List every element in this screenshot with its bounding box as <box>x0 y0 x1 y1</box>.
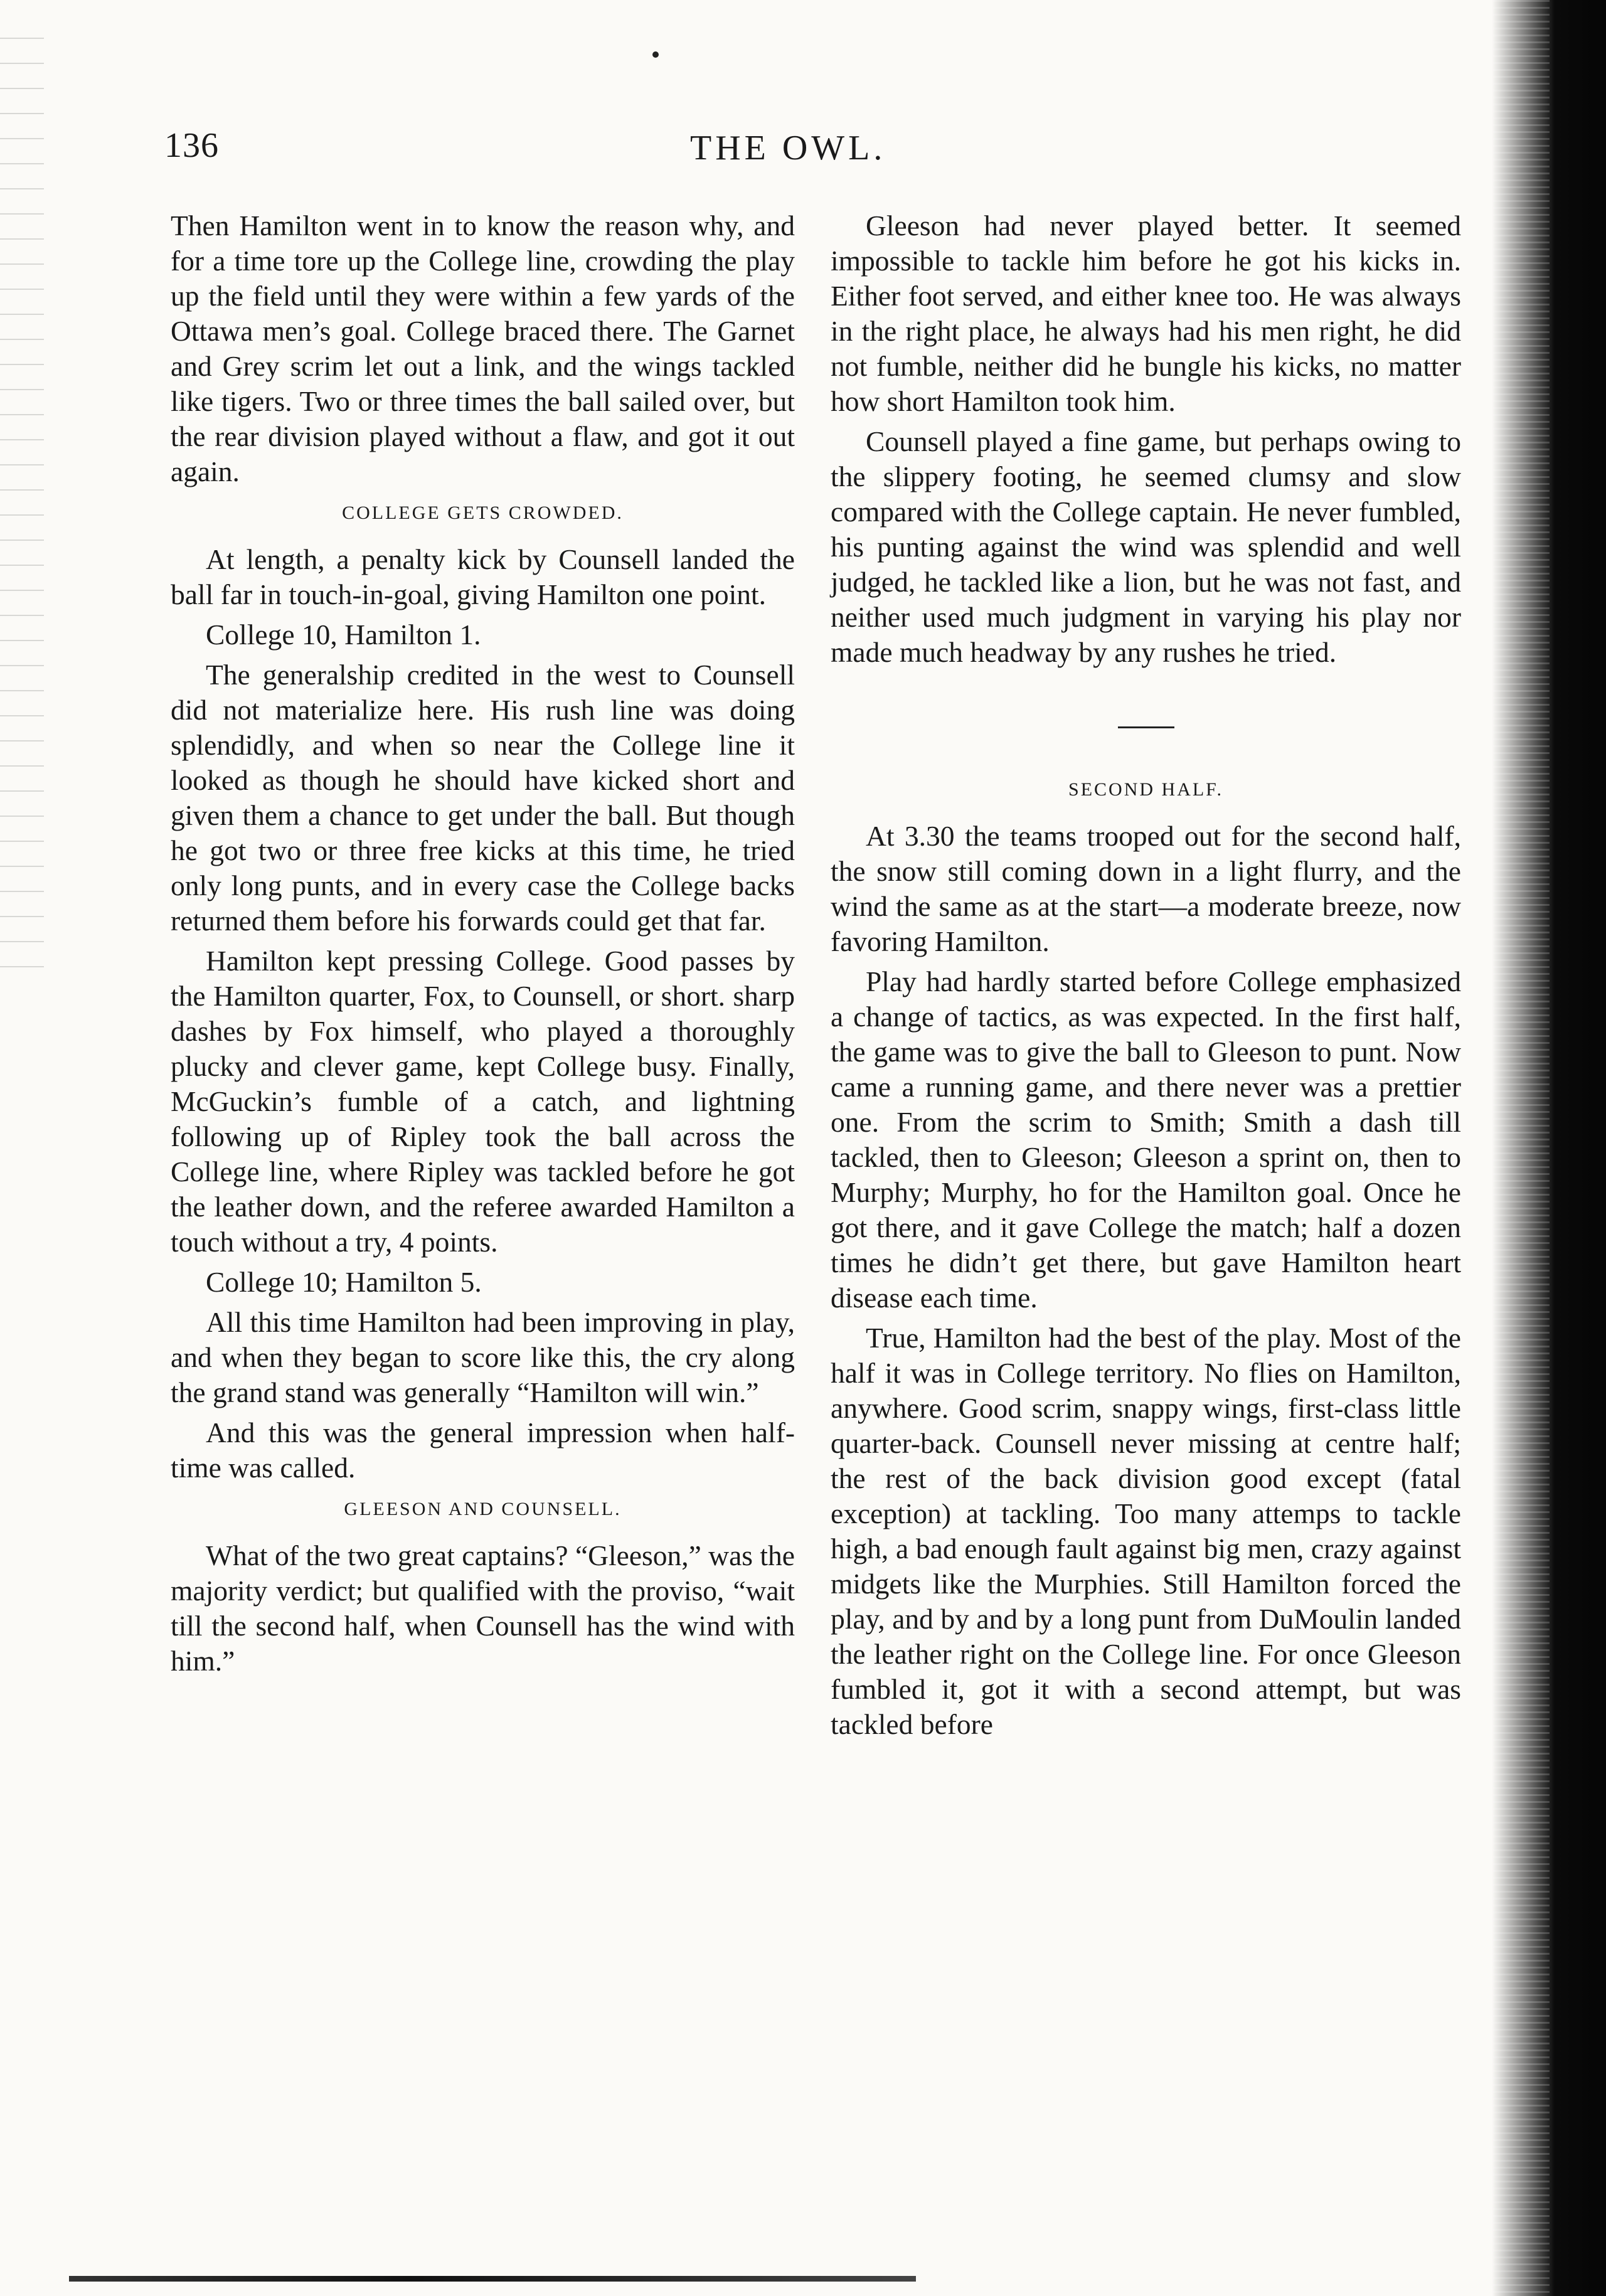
running-head: THE OWL. <box>690 129 886 167</box>
right-column <box>831 208 1461 1747</box>
paragraph: True, Hamilton had the best of the play. Most of the half it was in College territory. No flies on Hamilton, anywhere. Good scrim, snappy wings, first-class little quarter-back. Counsell never missing at centre half; the rest of the back division good except (fatal exception) at tackling. Too many attemps to tackle high, a bad enough fault against big men, crazy against midgets like the Murphies. Still Hamilton forced the play, and by and by a long punt from DuMoulin landed the leather right on the College line. For once Gleeson fumbled it, got it with a second attempt, but was tackled before <box>831 1322 1461 1740</box>
paragraph: And this was the general impression when half-time was called. <box>171 1416 795 1484</box>
section-heading: GLEESON AND COUNSELL. <box>344 1499 622 1519</box>
binding-speckle <box>1493 0 1550 2296</box>
paragraph: At 3.30 the teams trooped out for the second half, the snow still coming down in a light flurry, and the wind the same as at the start—a moderate breeze, now favoring Hamilton. <box>831 820 1461 957</box>
score-line: College 10; Hamilton 5. <box>206 1266 482 1298</box>
left-column <box>171 208 795 1684</box>
paragraph: The generalship credited in the west to Counsell did not materialize here. His rush line was doing splendidly, and when so near the College line it looked as though he should have kicked short and given them a chance to get under the ball. But though he got two or three free kicks at this time, he tried only long punts, and in every case the College backs returned them before his forwards could get that far. <box>171 659 795 937</box>
section-heading: COLLEGE GETS CROWDED. <box>342 502 624 523</box>
paragraph: Hamilton kept pressing College. Good passes by the Hamilton quarter, Fox, to Counsell, or short. sharp dashes by Fox himself, who played a thoroughly plucky and clever game, kept College busy. Finally, McGuckin’s fumble of a catch, and lightning following up of Ripley took the ball across the College line, where Ripley was tackled before he got the leather down, and the referee awarded Hamilton a touch without a try, 4 points. <box>171 945 795 1258</box>
paragraph: Then Hamilton went in to know the reason why, and for a time tore up the College line, crowding the play up the field until they were within a few yards of the Ottawa men’s goal. College braced there. The Garnet and Grey scrim let out a link, and the wings tackled like tigers. Two or three times the ball sailed over, but the rear division played without a flaw, and got it out again. <box>171 210 795 487</box>
page-number: 136 <box>164 126 219 165</box>
margin-speckle <box>0 38 44 979</box>
print-speck <box>652 51 659 58</box>
paragraph: At length, a penalty kick by Counsell landed the ball far in touch-in-goal, giving Hamilton one point. <box>171 543 795 610</box>
paragraph: Play had hardly started before College emphasized a change of tactics, as was expected. In the first half, the game was to give the ball to Gleeson to punt. Now came a running game, and there never was a prettier one. From the scrim to Smith; Smith a dash till tackled, then to Gleeson; Gleeson a sprint on, then to Murphy; Murphy, ho for the Hamilton goal. Once he got there, and it gave College the match; half a dozen times he didn’t get there, but gave Hamilton heart disease each time. <box>831 965 1461 1314</box>
score-line: College 10, Hamilton 1. <box>206 619 481 651</box>
paragraph: What of the two great captains? “Gleeson,” was the majority verdict; but qualified with the proviso, “wait till the second half, when Counsell has the wind with him.” <box>171 1539 795 1677</box>
section-divider <box>1118 726 1174 728</box>
paragraph: Counsell played a fine game, but perhaps owing to the slippery footing, he seemed clumsy and slow compared with the College captain. He never fumbled, his punting against the wind was splendid and well judged, he tackled like a lion, but he was not fast, and neither used much judgment in varying his play nor made much headway by any rushes he tried. <box>831 425 1461 668</box>
paragraph: Gleeson had never played better. It seemed impossible to tackle him before he got his kicks in. Either foot served, and either knee too. He was always in the right place, he always had his men right, he did not fumble, neither did he bungle his kicks, no matter how short Hamilton took him. <box>831 210 1461 417</box>
bottom-edge-rule <box>69 2276 916 2282</box>
paragraph: All this time Hamilton had been improving in play, and when they began to score like this, the cry along the grand stand was generally “Hamilton will win.” <box>171 1306 795 1408</box>
section-heading: SECOND HALF. <box>1068 779 1223 800</box>
